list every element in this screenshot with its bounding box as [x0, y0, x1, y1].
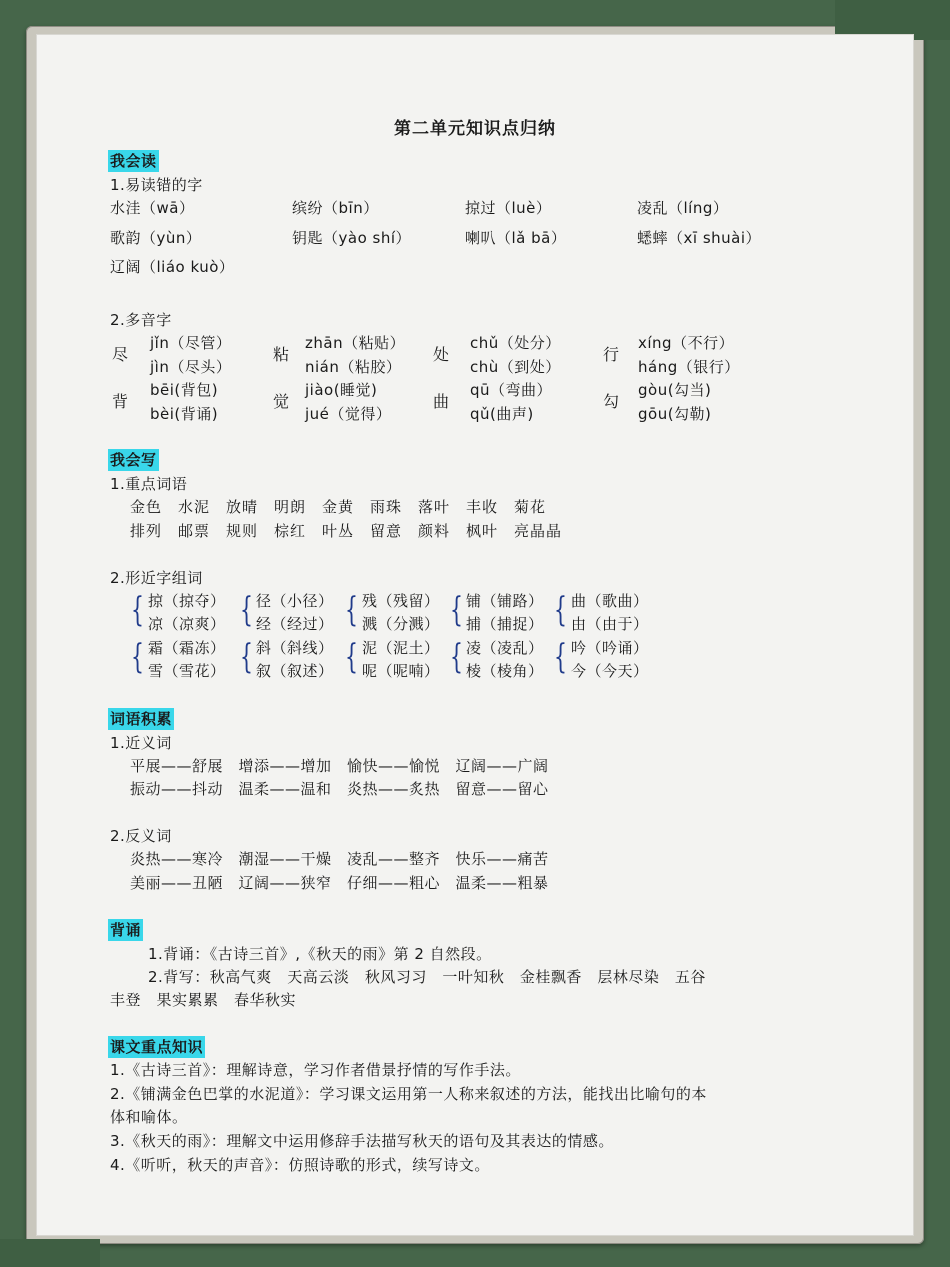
polyphone-reading: gōu(勾勒): [638, 405, 712, 423]
polyphone-reading: jué（觉得）: [305, 405, 392, 423]
subheading: 1.重点词语: [110, 475, 188, 493]
word-item: 掠过（luè）: [465, 199, 552, 217]
polyphone-reading: háng（银行）: [638, 358, 740, 376]
polyphone-reading: chù（到处）: [470, 358, 561, 376]
polyphone-reading: jǐn（尽管）: [150, 334, 232, 352]
word-item: 辽阔（liáo kuò）: [110, 258, 235, 276]
brace-icon: {: [240, 590, 253, 630]
polyphone-char: 处: [433, 345, 450, 364]
word-item: 蟋蟀（xī shuài）: [637, 229, 762, 247]
brace-icon: {: [450, 637, 463, 677]
subheading: 2.反义词: [110, 827, 172, 845]
polyphone-reading: zhān（粘贴）: [305, 334, 406, 352]
char-pair: 今（今天）: [571, 662, 649, 680]
brace-icon: {: [554, 590, 567, 630]
polyphone-char: 觉: [273, 392, 290, 411]
char-pair: 凉（凉爽）: [148, 615, 226, 633]
polyphone-char: 尽: [112, 345, 129, 364]
polyphone-reading: chǔ（处分）: [470, 334, 561, 352]
subheading: 1.易读错的字: [110, 176, 203, 194]
brace-icon: {: [345, 590, 358, 630]
word-item: 钥匙（yào shí）: [292, 229, 412, 247]
recite-line: 1.背诵：《古诗三首》,《秋天的雨》第 2 自然段。: [148, 945, 492, 963]
word-line: 金色 水泥 放晴 明朗 金黄 雨珠 落叶 丰收 菊花: [130, 498, 547, 516]
word-line: 振动——抖动 温柔——温和 炎热——炙热 留意——留心: [130, 780, 549, 798]
word-item: 水洼（wā）: [110, 199, 195, 217]
brace-icon: {: [131, 590, 144, 630]
section-heading-keypoints: 课文重点知识: [110, 1038, 204, 1056]
char-pair: 铺（铺路）: [466, 592, 544, 610]
brace-icon: {: [450, 590, 463, 630]
brace-icon: {: [131, 637, 144, 677]
section-heading-recite: 背诵: [110, 921, 142, 939]
brace-icon: {: [240, 637, 253, 677]
word-item: 喇叭（lǎ bā）: [465, 229, 567, 247]
char-pair: 泥（泥土）: [362, 639, 440, 657]
word-line: 平展——舒展 增添——增加 愉快——愉悦 辽阔——广阔: [130, 757, 549, 775]
char-pair: 掠（掠夺）: [148, 592, 226, 610]
polyphone-reading: jìn（尽头）: [150, 358, 232, 376]
word-item: 歌韵（yùn）: [110, 229, 202, 247]
section-heading-write: 我会写: [110, 451, 157, 469]
recite-line: 丰登 果实累累 春华秋实: [110, 991, 297, 1009]
polyphone-char: 勾: [603, 392, 620, 411]
polyphone-reading: qū（弯曲）: [470, 381, 553, 399]
keypoint-line: 体和喻体。: [110, 1108, 188, 1126]
polyphone-reading: xíng（不行）: [638, 334, 735, 352]
polyphone-reading: gòu(勾当): [638, 381, 712, 399]
char-pair: 吟（吟诵）: [571, 639, 649, 657]
page-title: 第二单元知识点归纳: [394, 119, 556, 139]
brace-icon: {: [345, 637, 358, 677]
word-line: 美丽——丑陋 辽阔——狭窄 仔细——粗心 温柔——粗暴: [130, 874, 549, 892]
polyphone-char: 曲: [433, 392, 450, 411]
polyphone-reading: nián（粘胶）: [305, 358, 402, 376]
char-pair: 径（小径）: [256, 592, 334, 610]
char-pair: 呢（呢喃）: [362, 662, 440, 680]
polyphone-reading: bèi(背诵): [150, 405, 219, 423]
subheading: 1.近义词: [110, 734, 172, 752]
char-pair: 由（由于）: [571, 615, 649, 633]
char-pair: 凌（凌乱）: [466, 639, 544, 657]
board-corner: [0, 1239, 100, 1267]
char-pair: 经（经过）: [256, 615, 334, 633]
word-item: 凌乱（líng）: [637, 199, 729, 217]
char-pair: 霜（霜冻）: [148, 639, 226, 657]
char-pair: 斜（斜线）: [256, 639, 334, 657]
char-pair: 雪（雪花）: [148, 662, 226, 680]
subheading: 2.形近字组词: [110, 569, 203, 587]
keypoint-line: 3.《秋天的雨》：理解文中运用修辞手法描写秋天的语句及其表达的情感。: [110, 1132, 614, 1150]
polyphone-reading: qǔ(曲声): [470, 405, 534, 423]
word-line: 排列 邮票 规则 棕红 叶丛 留意 颜料 枫叶 亮晶晶: [130, 522, 563, 540]
section-heading-read: 我会读: [110, 152, 157, 170]
subheading: 2.多音字: [110, 311, 172, 329]
word-line: 炎热——寒冷 潮湿——干燥 凌乱——整齐 快乐——痛苦: [130, 850, 549, 868]
char-pair: 曲（歌曲）: [571, 592, 649, 610]
polyphone-reading: jiào(睡觉): [305, 381, 378, 399]
keypoint-line: 2.《铺满金色巴掌的水泥道》：学习课文运用第一人称来叙述的方法，能找出比喻句的本: [110, 1085, 707, 1103]
section-heading-words: 词语积累: [110, 710, 173, 728]
char-pair: 棱（棱角）: [466, 662, 544, 680]
polyphone-reading: bēi(背包): [150, 381, 219, 399]
recite-line: 2.背写：秋高气爽 天高云淡 秋风习习 一叶知秋 金桂飘香 层林尽染 五谷: [148, 968, 706, 986]
char-pair: 叙（叙述）: [256, 662, 334, 680]
keypoint-line: 1.《古诗三首》：理解诗意，学习作者借景抒情的写作手法。: [110, 1061, 521, 1079]
char-pair: 捕（捕捉）: [466, 615, 544, 633]
polyphone-char: 背: [112, 392, 129, 411]
polyphone-char: 粘: [273, 345, 290, 364]
char-pair: 溅（分溅）: [362, 615, 440, 633]
keypoint-line: 4.《听听，秋天的声音》：仿照诗歌的形式，续写诗文。: [110, 1156, 490, 1174]
brace-icon: {: [554, 637, 567, 677]
polyphone-char: 行: [603, 345, 620, 364]
char-pair: 残（残留）: [362, 592, 440, 610]
word-item: 缤纷（bīn）: [292, 199, 379, 217]
